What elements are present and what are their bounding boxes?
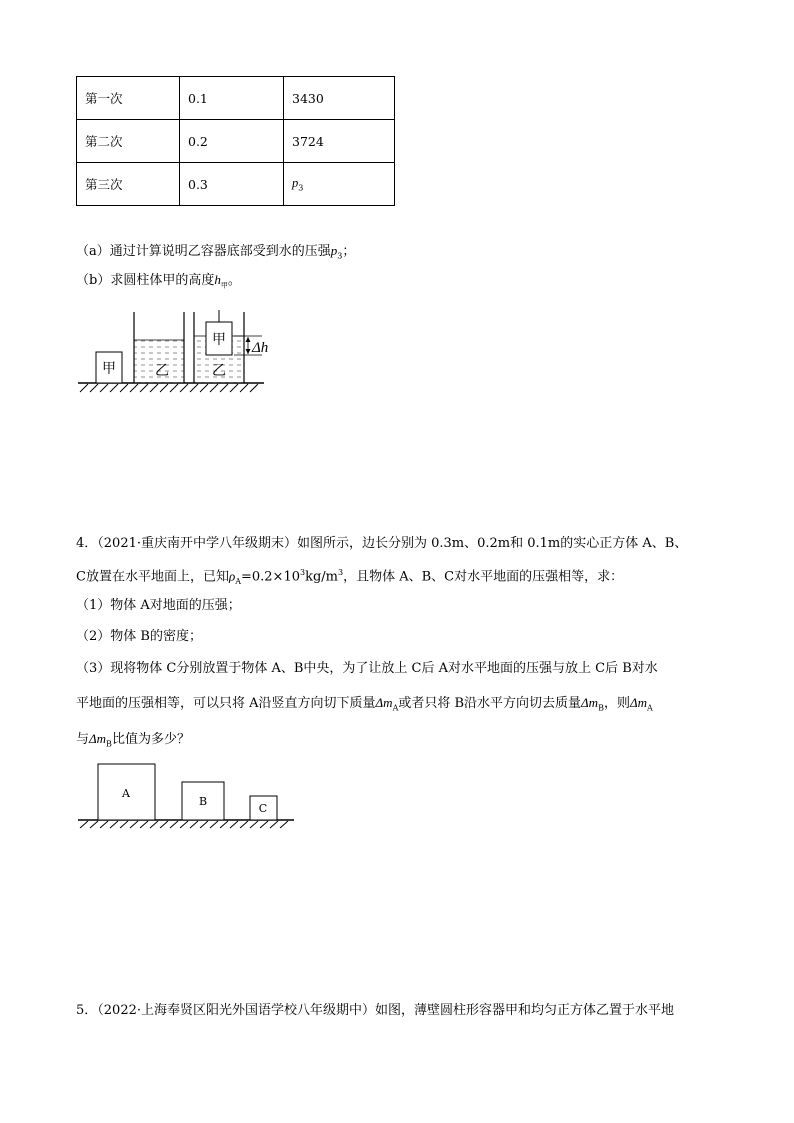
table-cell: 第一次: [77, 77, 180, 120]
q4-item3-line1: （3）现将物体 C分别放置于物体 A、B中央，为了让放上 C后 A对水平地面的压强与放上 C后 B对水: [76, 661, 658, 676]
superscript: 3: [338, 568, 344, 577]
label-c: C: [258, 802, 268, 815]
superscript: 3: [300, 568, 306, 577]
symbol-dm: Δm: [89, 731, 107, 746]
table-row: [77, 77, 395, 120]
q5-line1: 5．（2022·上海奉贤区阳光外国语学校八年级期中）如图，薄壁圆柱形容器甲和均匀正方体乙置于水平地: [76, 1003, 674, 1018]
label-a: A: [122, 787, 130, 800]
symbol-dm: Δm: [375, 695, 393, 710]
ground-hatch: [80, 384, 258, 392]
q4-item1: （1）物体 A对地面的压强；: [76, 598, 241, 613]
text: 或者只将 B沿水平方向切去质量: [398, 696, 582, 711]
table-row: [77, 163, 395, 206]
symbol-p: p: [292, 176, 299, 191]
q4-item3-line2: [76, 694, 653, 718]
label-jia-left: 甲: [102, 361, 116, 377]
subscript: A: [392, 703, 399, 713]
text: kg/m: [305, 569, 338, 585]
subscript: A: [647, 703, 653, 713]
q3-part-a-text: （a）通过计算说明乙容器底部受到水的压强: [76, 244, 331, 259]
text: 平地面的压强相等，可以只将 A沿竖直方向切下质量: [76, 696, 376, 711]
q4-item2: （2）物体 B的密度；: [76, 629, 202, 644]
symbol-rho: ρ: [228, 568, 236, 584]
q3-part-b-text: （b）求圆柱体甲的高度: [76, 273, 215, 288]
label-b: B: [198, 795, 208, 808]
text: C放置在水平地面上，已知: [76, 569, 229, 585]
data-table: [76, 76, 395, 206]
symbol-h: h: [214, 272, 221, 287]
text: 比值为多少？: [111, 732, 190, 747]
q4-line1: 4．（2021·重庆南开中学八年级期末）如图所示，边长分别为 0.3m、0.2m和 0.1m的实心正方体 A、B、: [76, 536, 688, 551]
label-yi-right: 乙: [212, 363, 226, 379]
label-yi-left: 乙: [155, 363, 169, 379]
q4-figure: [76, 762, 298, 834]
table-cell: 3430: [284, 77, 395, 120]
subscript: 3: [337, 251, 343, 261]
text: =0.2×10: [240, 569, 300, 585]
text: ，且物体 A、B、C对水平地面的压强相等，求：: [343, 569, 624, 585]
table-cell: 第三次: [77, 163, 180, 206]
subscript: B: [598, 703, 604, 713]
table-cell: 第二次: [77, 120, 180, 163]
subscript: B: [106, 739, 112, 749]
punct: ；: [342, 244, 356, 259]
q3-part-b: [76, 271, 241, 295]
table-cell: 0.3: [180, 163, 284, 206]
label-delta-h: Δh: [252, 340, 269, 356]
q4-item3-line3: [76, 730, 190, 754]
q3-figure: [76, 308, 276, 398]
q4-line2: [76, 564, 623, 591]
table-cell: 3724: [284, 120, 395, 163]
symbol-p: p: [330, 243, 338, 258]
table-cell: [284, 163, 395, 206]
label-jia-right: 甲: [212, 332, 226, 348]
ground-hatch: [80, 821, 288, 828]
q3-part-a: [76, 242, 355, 266]
table-cell: 0.1: [180, 77, 284, 120]
text: ，则: [603, 696, 630, 711]
punct: 。: [227, 273, 241, 288]
subscript: 甲: [220, 281, 228, 290]
text: 与: [76, 732, 90, 747]
symbol-dm: Δm: [629, 695, 647, 710]
subscript: A: [235, 576, 241, 586]
table-row: [77, 120, 395, 163]
subscript: 3: [298, 183, 304, 193]
symbol-dm: Δm: [581, 695, 599, 710]
table-cell: 0.2: [180, 120, 284, 163]
